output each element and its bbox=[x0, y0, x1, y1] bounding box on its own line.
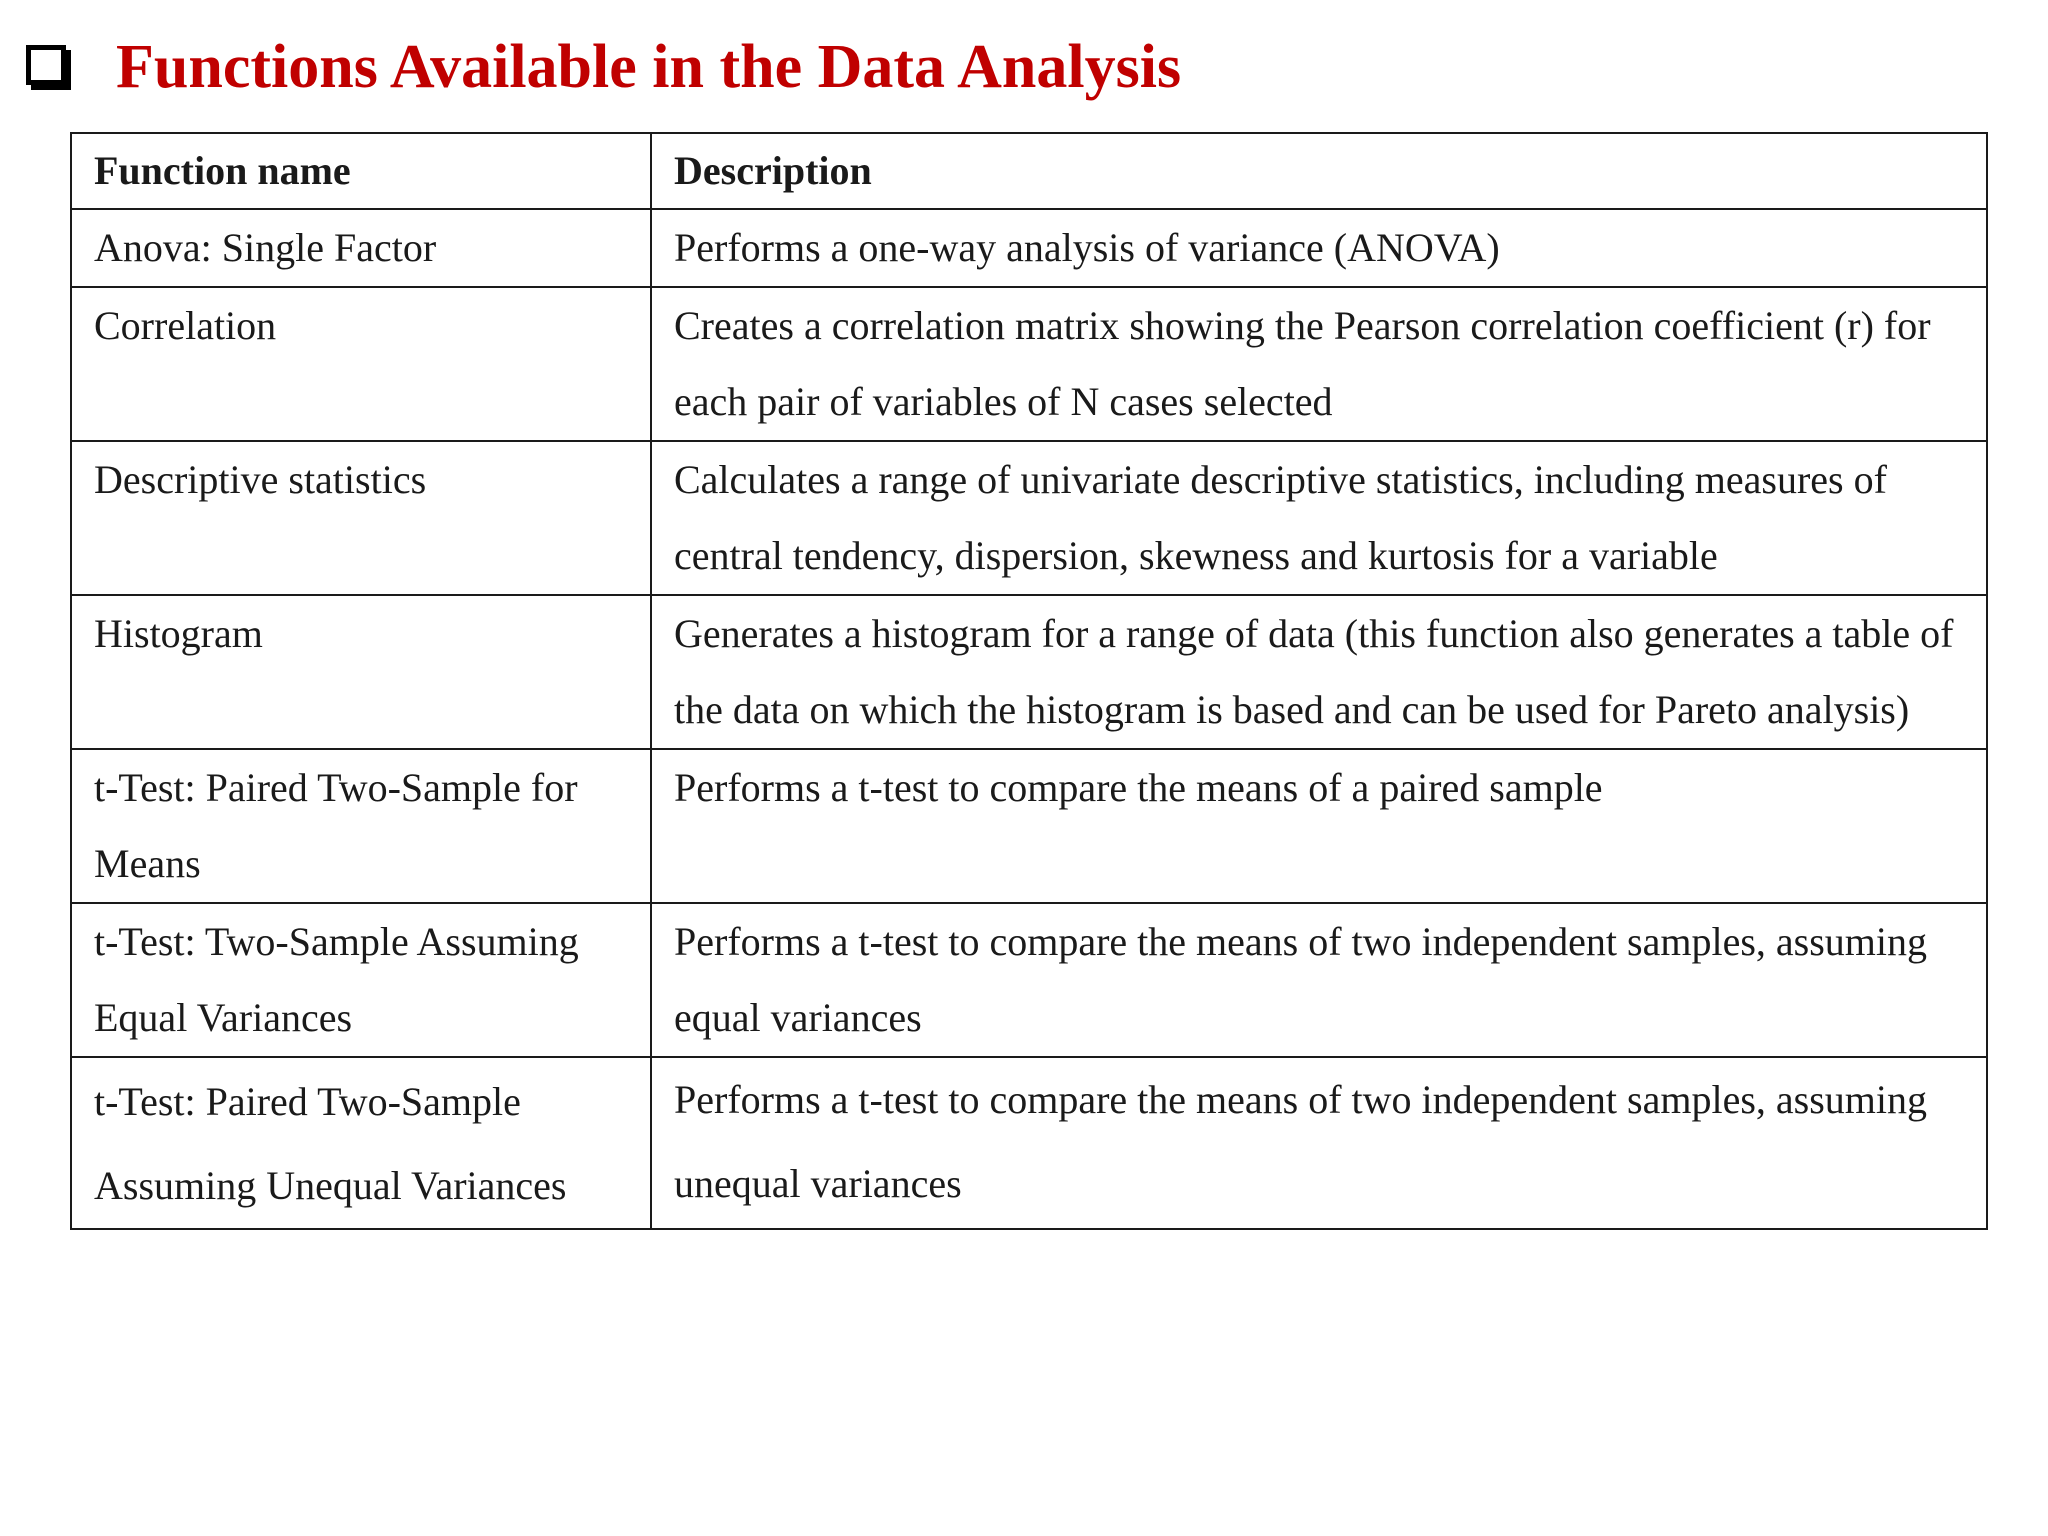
column-header-description: Description bbox=[651, 133, 1987, 209]
table-row bbox=[71, 1057, 1987, 1229]
slide-header bbox=[26, 22, 1181, 112]
table-row bbox=[71, 903, 1987, 1057]
description-cell: Generates a histogram for a range of data (this function also generates a table of the data on which the histogram is based and can be used for Pareto analysis) bbox=[651, 595, 1987, 749]
function-name-cell: Correlation bbox=[71, 287, 651, 441]
description-cell: Performs a t-test to compare the means of a paired sample bbox=[651, 749, 1987, 903]
function-name-cell: t-Test: Paired Two-Sample Assuming Unequal Variances bbox=[71, 1057, 651, 1229]
function-name-cell: Histogram bbox=[71, 595, 651, 749]
description-cell: Creates a correlation matrix showing the Pearson correlation coefficient (r) for each pair of variables of N cases selected bbox=[651, 287, 1987, 441]
table-row bbox=[71, 209, 1987, 287]
slide-title: Functions Available in the Data Analysis bbox=[116, 32, 1182, 101]
table-row bbox=[71, 287, 1987, 441]
description-cell: Performs a one-way analysis of variance (ANOVA) bbox=[651, 209, 1987, 287]
description-cell: Performs a t-test to compare the means of two independent samples, assuming unequal variances bbox=[651, 1057, 1987, 1229]
table-row bbox=[71, 441, 1987, 595]
function-name-cell: t-Test: Paired Two-Sample for Means bbox=[71, 749, 651, 903]
table-row bbox=[71, 749, 1987, 903]
table-header-row bbox=[71, 133, 1987, 209]
function-name-cell: t-Test: Two-Sample Assuming Equal Variances bbox=[71, 903, 651, 1057]
column-header-function-name: Function name bbox=[71, 133, 651, 209]
description-cell: Calculates a range of univariate descriptive statistics, including measures of central tendency, dispersion, skewness and kurtosis for a variable bbox=[651, 441, 1987, 595]
checkbox-square-icon bbox=[26, 45, 66, 85]
description-cell: Performs a t-test to compare the means of two independent samples, assuming equal variances bbox=[651, 903, 1987, 1057]
table-row bbox=[71, 595, 1987, 749]
function-name-cell: Descriptive statistics bbox=[71, 441, 651, 595]
function-name-cell: Anova: Single Factor bbox=[71, 209, 651, 287]
functions-table bbox=[70, 132, 1988, 1230]
